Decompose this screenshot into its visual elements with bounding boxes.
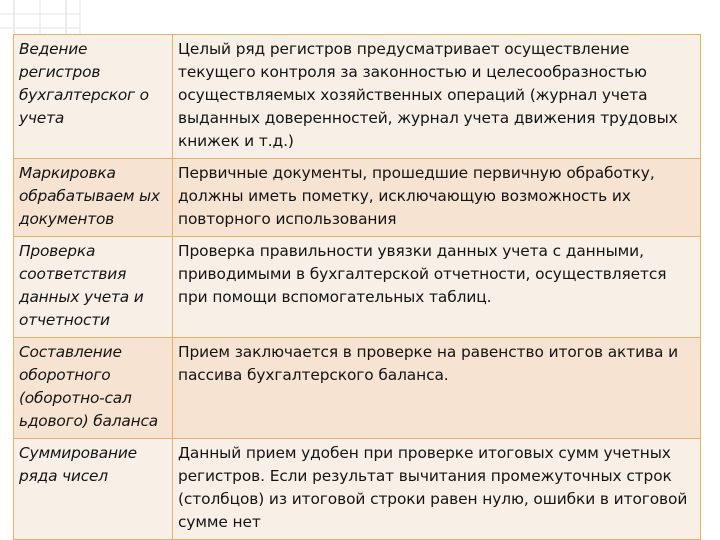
table-row bbox=[14, 237, 701, 338]
method-description-cell bbox=[173, 35, 701, 159]
table-row bbox=[14, 338, 701, 439]
table-row bbox=[14, 159, 701, 237]
method-name: Проверка соответствия данных учета и отчетности bbox=[19, 242, 144, 329]
method-description-cell bbox=[173, 159, 701, 237]
method-description-cell bbox=[173, 237, 701, 338]
method-description: Данный прием удобен при проверке итоговых сумм учетных регистров. Если результат вычитания промежуточных строк (столбцов) из итоговой строки равен нулю, ошибки в итоговой сумме нет bbox=[178, 444, 688, 531]
method-name-cell bbox=[14, 237, 173, 338]
method-name: Маркировка обрабатываем ых документов bbox=[19, 164, 160, 228]
method-name: Составление оборотного (оборотно-сал ьдового) баланса bbox=[19, 343, 158, 430]
method-name: Суммирование ряда чисел bbox=[19, 444, 137, 485]
method-name-cell bbox=[14, 439, 173, 540]
methods-table bbox=[13, 34, 701, 540]
method-description-cell bbox=[173, 439, 701, 540]
method-description-cell bbox=[173, 338, 701, 439]
method-name-cell bbox=[14, 35, 173, 159]
method-description: Целый ряд регистров предусматривает осуществление текущего контроля за законностью и целесообразностью осуществляемых хозяйственных операций (журнал учета выданных доверенностей, журнал учета движения трудовых книжек и т.д.) bbox=[178, 40, 678, 150]
table-row bbox=[14, 439, 701, 540]
method-description: Первичные документы, прошедшие первичную обработку, должны иметь пометку, исключающую возможность их повторного использования bbox=[178, 164, 655, 228]
method-name-cell bbox=[14, 338, 173, 439]
table-row bbox=[14, 35, 701, 159]
method-description: Проверка правильности увязки данных учета с данными, приводимыми в бухгалтерской отчетности, осуществляется при помощи вспомогательных таблиц. bbox=[178, 242, 667, 306]
method-description: Прием заключается в проверке на равенство итогов актива и пассива бухгалтерского баланса. bbox=[178, 343, 679, 384]
method-name-cell bbox=[14, 159, 173, 237]
method-name: Ведение регистров бухгалтерског о учета bbox=[19, 40, 149, 127]
